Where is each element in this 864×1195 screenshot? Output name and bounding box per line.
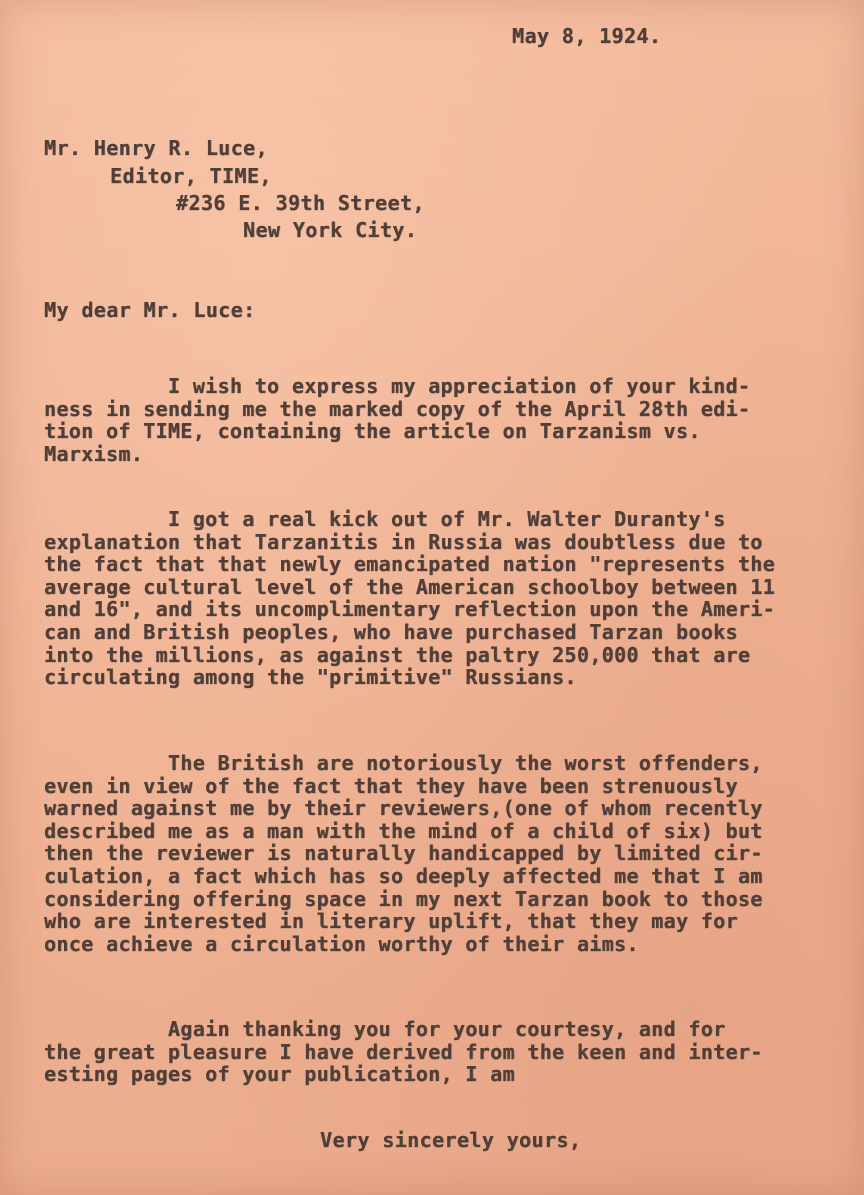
closing: Very sincerely yours,: [320, 1128, 582, 1152]
paragraph-line: even in view of the fact that they have been strenuously: [44, 773, 738, 798]
recipient-name: Mr. Henry R. Luce,: [44, 136, 268, 160]
paragraph-line: once achieve a circulation worthy of their aims.: [44, 931, 639, 956]
recipient-city: New York City.: [243, 218, 418, 242]
paragraph-3: [44, 752, 834, 955]
paragraph-line: then the reviewer is naturally handicapped by limited cir-: [44, 841, 763, 866]
paragraph-line: Marxism.: [44, 441, 144, 466]
paragraph-line: into the millions, as against the paltry 250,000 that are: [44, 642, 751, 667]
paragraph-line: The British are notoriously the worst offenders,: [44, 751, 763, 775]
recipient-street: #236 E. 39th Street,: [176, 191, 425, 215]
paragraph-line: circulating among the "primitive" Russians.: [44, 665, 577, 690]
paragraph-line: warned against me by their reviewers,(one of whom recently: [44, 796, 763, 821]
paragraph-line: culation, a fact which has so deeply affected me that I am: [44, 863, 763, 888]
paragraph-line: tion of TIME, containing the article on Tarzanism vs.: [44, 419, 701, 444]
salutation: My dear Mr. Luce:: [44, 298, 256, 322]
paragraph-line: Again thanking you for your courtesy, and for: [44, 1017, 726, 1041]
paragraph-line: considering offering space in my next Tarzan book to those: [44, 886, 763, 911]
paragraph-line: I wish to express my appreciation of your kind-: [44, 374, 751, 398]
paragraph-line: average cultural level of the American schoolboy between 11: [44, 574, 776, 599]
paragraph-line: who are interested in literary uplift, that they may for: [44, 909, 738, 934]
paragraph-1: [44, 375, 834, 465]
paragraph-line: explanation that Tarzanitis in Russia was doubtless due to: [44, 529, 763, 554]
paragraph-2: [44, 508, 834, 689]
paragraph-line: esting pages of your publication, I am: [44, 1062, 515, 1087]
paragraph-line: ness in sending me the marked copy of the April 28th edi-: [44, 396, 751, 421]
letter-date: May 8, 1924.: [512, 24, 662, 48]
paragraph-line: can and British peoples, who have purchased Tarzan books: [44, 619, 738, 644]
paragraph-4: [44, 1018, 834, 1086]
paragraph-line: I got a real kick out of Mr. Walter Duranty's: [44, 507, 726, 531]
recipient-title: Editor, TIME,: [110, 164, 272, 188]
paragraph-line: described me as a man with the mind of a child of six) but: [44, 818, 763, 843]
paragraph-line: the fact that that newly emancipated nation "represents the: [44, 552, 776, 577]
paragraph-line: the great pleasure I have derived from the keen and inter-: [44, 1039, 763, 1064]
paragraph-line: and 16", and its uncomplimentary reflection upon the Ameri-: [44, 597, 776, 622]
